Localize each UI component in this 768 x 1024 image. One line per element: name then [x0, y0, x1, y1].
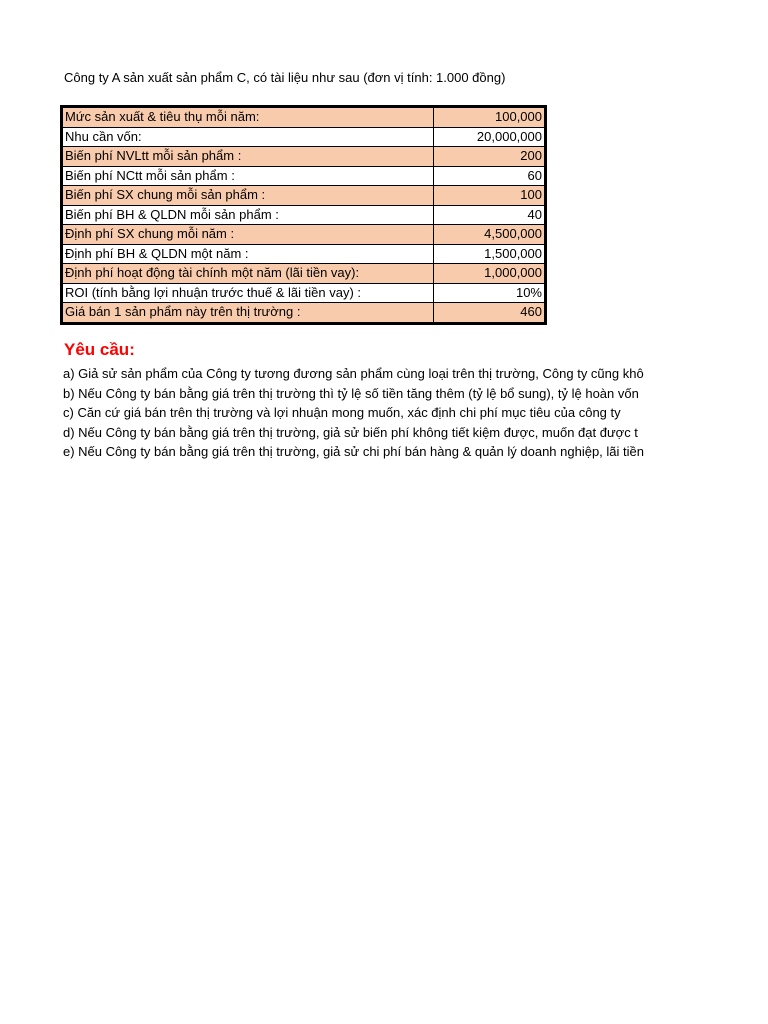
intro-text: Công ty A sản xuất sản phẩm C, có tài liệu như sau (đơn vị tính: 1.000 đồng)	[64, 70, 506, 85]
row-value: 4,500,000	[434, 225, 545, 245]
row-value: 100,000	[434, 108, 545, 128]
row-label: Định phí hoạt động tài chính một năm (lãi tiền vay):	[63, 264, 434, 284]
requirement-item-d: d) Nếu Công ty bán bằng giá trên thị trường, giả sử biến phí không tiết kiệm được, muốn đạt được t	[63, 424, 638, 440]
row-label: Biến phí SX chung mỗi sản phẩm :	[63, 186, 434, 206]
table-row	[63, 166, 545, 186]
table-row	[63, 303, 545, 323]
row-value: 1,500,000	[434, 244, 545, 264]
row-value: 460	[434, 303, 545, 323]
table-row	[63, 186, 545, 206]
table-row	[63, 283, 545, 303]
table-row	[63, 244, 545, 264]
row-value: 10%	[434, 283, 545, 303]
row-label: Định phí BH & QLDN một năm :	[63, 244, 434, 264]
row-value: 100	[434, 186, 545, 206]
table-row	[63, 225, 545, 245]
row-value: 60	[434, 166, 545, 186]
row-label: Nhu cần vốn:	[63, 127, 434, 147]
table-row	[63, 108, 545, 128]
table-row	[63, 205, 545, 225]
row-value: 40	[434, 205, 545, 225]
row-label: Giá bán 1 sản phẩm này trên thị trường :	[63, 303, 434, 323]
requirement-item-a: a) Giả sử sản phẩm của Công ty tương đương sản phẩm cùng loại trên thị trường, Công ty cũng khô	[63, 366, 644, 381]
table-row	[63, 264, 545, 284]
requirements-list	[63, 364, 676, 462]
row-label: Định phí SX chung mỗi năm :	[63, 225, 434, 245]
row-label: Biến phí NVLtt mỗi sản phẩm :	[63, 147, 434, 167]
row-label: Biến phí BH & QLDN mỗi sản phẩm :	[63, 205, 434, 225]
table-row	[63, 127, 545, 147]
data-table	[62, 107, 545, 323]
requirement-item-b: b) Nếu Công ty bán bằng giá trên thị trường thì tỷ lệ số tiền tăng thêm (tỷ lệ bổ sung), tỷ lệ hoàn vốn	[63, 385, 639, 401]
row-value: 20,000,000	[434, 127, 545, 147]
data-table-body	[63, 108, 545, 323]
row-label: ROI (tính bằng lợi nhuận trước thuế & lãi tiền vay) :	[63, 283, 434, 303]
row-value: 200	[434, 147, 545, 167]
row-label: Mức sản xuất & tiêu thụ mỗi năm:	[63, 108, 434, 128]
requirement-item-e: e) Nếu Công ty bán bằng giá trên thị trường, giả sử chi phí bán hàng & quản lý doanh nghiệp, lãi tiền	[63, 444, 644, 459]
row-value: 1,000,000	[434, 264, 545, 284]
table-row	[63, 147, 545, 167]
row-label: Biến phí NCtt mỗi sản phẩm :	[63, 166, 434, 186]
requirement-item-c: c) Căn cứ giá bán trên thị trường và lợi nhuận mong muốn, xác định chi phí mục tiêu của công ty	[63, 405, 621, 420]
requirements-title: Yêu cầu:	[64, 340, 135, 359]
